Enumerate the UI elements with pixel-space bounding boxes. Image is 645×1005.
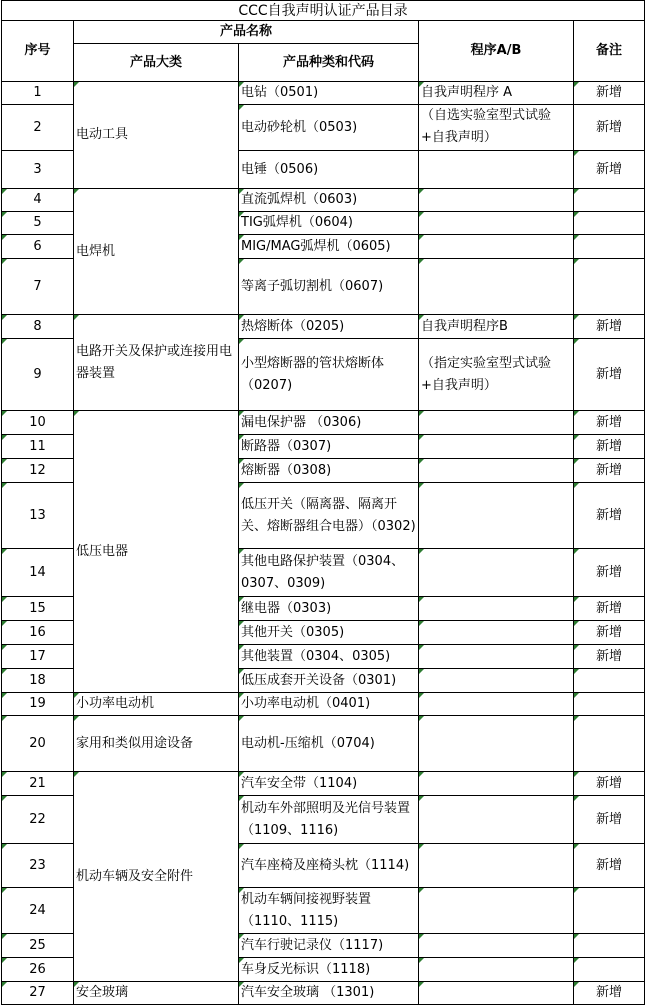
- procedure-cell-empty: [419, 716, 574, 772]
- type-cell: 断路器（0307): [239, 435, 419, 459]
- seq-cell: 3: [2, 151, 74, 189]
- remark-cell: 新增: [574, 411, 645, 435]
- seq-cell: 7: [2, 259, 74, 315]
- type-cell: 汽车行驶记录仪（1117): [239, 934, 419, 958]
- category-cell: 电动工具: [74, 82, 239, 189]
- type-cell: 漏电保护器 （0306): [239, 411, 419, 435]
- seq-cell: 20: [2, 716, 74, 772]
- table-row: [2, 693, 645, 716]
- seq-cell: 6: [2, 235, 74, 259]
- remark-cell: 新增: [574, 315, 645, 339]
- type-cell: 电锤（0506): [239, 151, 419, 189]
- remark-cell: [574, 189, 645, 212]
- seq-cell: 12: [2, 459, 74, 483]
- header-procedure: 程序A/B: [419, 21, 574, 82]
- seq-cell: 2: [2, 105, 74, 151]
- remark-cell: [574, 958, 645, 982]
- category-cell: 电焊机: [74, 189, 239, 315]
- procedure-cell-empty: [419, 844, 574, 888]
- table-row: [2, 315, 645, 339]
- procedure-cell-empty: [419, 597, 574, 621]
- seq-cell: 25: [2, 934, 74, 958]
- seq-cell: 27: [2, 982, 74, 1005]
- remark-cell: 新增: [574, 796, 645, 844]
- seq-cell: 4: [2, 189, 74, 212]
- seq-cell: 1: [2, 82, 74, 105]
- remark-cell: [574, 716, 645, 772]
- procedure-cell-empty: [419, 235, 574, 259]
- remark-cell: 新增: [574, 339, 645, 411]
- type-cell: 其他电路保护装置（0304、0307、0309): [239, 549, 419, 597]
- procedure-cell-empty: [419, 259, 574, 315]
- remark-cell: [574, 669, 645, 693]
- procedure-cell-empty: [419, 212, 574, 235]
- type-cell: 电动砂轮机（0503): [239, 105, 419, 151]
- seq-cell: 26: [2, 958, 74, 982]
- procedure-cell-empty: [419, 435, 574, 459]
- procedure-cell: 自我声明程序B: [419, 315, 574, 339]
- type-cell: 直流弧焊机（0603): [239, 189, 419, 212]
- remark-cell: 新增: [574, 844, 645, 888]
- remark-cell: 新增: [574, 459, 645, 483]
- procedure-cell: （自选实验室型式试验+自我声明）: [419, 105, 574, 151]
- header-product-name: 产品名称: [74, 21, 419, 44]
- table-row: [2, 411, 645, 435]
- procedure-cell-empty: [419, 151, 574, 189]
- procedure-cell-empty: [419, 888, 574, 934]
- seq-cell: 17: [2, 645, 74, 669]
- remark-cell: 新增: [574, 435, 645, 459]
- procedure-cell-empty: [419, 483, 574, 549]
- header-category: 产品大类: [74, 44, 239, 82]
- category-cell: 机动车辆及安全附件: [74, 772, 239, 982]
- seq-cell: 13: [2, 483, 74, 549]
- type-cell: 汽车安全带（1104): [239, 772, 419, 796]
- seq-cell: 8: [2, 315, 74, 339]
- type-cell: 低压开关（隔离器、隔离开关、熔断器组合电器）（0302): [239, 483, 419, 549]
- remark-cell: [574, 212, 645, 235]
- procedure-cell-empty: [419, 982, 574, 1005]
- type-cell: 低压成套开关设备（0301): [239, 669, 419, 693]
- remark-cell: 新增: [574, 772, 645, 796]
- type-cell: 机动车外部照明及光信号装置（1109、1116): [239, 796, 419, 844]
- type-cell: 小型熔断器的管状熔断体（0207): [239, 339, 419, 411]
- remark-cell: 新增: [574, 105, 645, 151]
- procedure-cell-empty: [419, 189, 574, 212]
- remark-cell: [574, 259, 645, 315]
- type-cell: 继电器（0303): [239, 597, 419, 621]
- type-cell: 机动车辆间接视野装置（1110、1115): [239, 888, 419, 934]
- type-cell: 电钻（0501): [239, 82, 419, 105]
- remark-cell: 新增: [574, 621, 645, 645]
- remark-cell: [574, 888, 645, 934]
- header-seq: 序号: [2, 21, 74, 82]
- type-cell: 等离子弧切割机（0607): [239, 259, 419, 315]
- remark-cell: 新增: [574, 982, 645, 1005]
- category-cell: 家用和类似用途设备: [74, 716, 239, 772]
- procedure-cell-empty: [419, 693, 574, 716]
- procedure-cell-empty: [419, 549, 574, 597]
- category-cell: 低压电器: [74, 411, 239, 693]
- table-row: [2, 716, 645, 772]
- category-cell: 小功率电动机: [74, 693, 239, 716]
- category-cell: 电路开关及保护或连接用电器装置: [74, 315, 239, 411]
- remark-cell: [574, 235, 645, 259]
- seq-cell: 9: [2, 339, 74, 411]
- table-row: [2, 982, 645, 1005]
- ccc-catalog-table: [1, 0, 645, 1005]
- remark-cell: 新增: [574, 549, 645, 597]
- seq-cell: 11: [2, 435, 74, 459]
- type-cell: 车身反光标识（1118): [239, 958, 419, 982]
- remark-cell: [574, 934, 645, 958]
- remark-cell: 新增: [574, 82, 645, 105]
- seq-cell: 19: [2, 693, 74, 716]
- seq-cell: 22: [2, 796, 74, 844]
- seq-cell: 14: [2, 549, 74, 597]
- procedure-cell-empty: [419, 669, 574, 693]
- remark-cell: [574, 693, 645, 716]
- remark-cell: 新增: [574, 483, 645, 549]
- seq-cell: 15: [2, 597, 74, 621]
- seq-cell: 16: [2, 621, 74, 645]
- category-cell: 安全玻璃: [74, 982, 239, 1005]
- procedure-cell-empty: [419, 934, 574, 958]
- procedure-cell: （指定实验室型式试验+自我声明）: [419, 339, 574, 411]
- header-type-code: 产品种类和代码: [239, 44, 419, 82]
- table-row: [2, 82, 645, 105]
- procedure-cell-empty: [419, 645, 574, 669]
- type-cell: 小功率电动机（0401): [239, 693, 419, 716]
- seq-cell: 21: [2, 772, 74, 796]
- table-title: CCC自我声明认证产品目录: [2, 1, 645, 21]
- seq-cell: 10: [2, 411, 74, 435]
- procedure-cell-empty: [419, 411, 574, 435]
- remark-cell: 新增: [574, 645, 645, 669]
- procedure-cell-empty: [419, 772, 574, 796]
- seq-cell: 23: [2, 844, 74, 888]
- procedure-cell-empty: [419, 459, 574, 483]
- type-cell: 熔断器（0308): [239, 459, 419, 483]
- type-cell: 其他开关（0305): [239, 621, 419, 645]
- table-row: [2, 189, 645, 212]
- type-cell: 热熔断体（0205): [239, 315, 419, 339]
- type-cell: 汽车座椅及座椅头枕（1114): [239, 844, 419, 888]
- seq-cell: 18: [2, 669, 74, 693]
- seq-cell: 24: [2, 888, 74, 934]
- type-cell: 汽车安全玻璃 （1301): [239, 982, 419, 1005]
- type-cell: 电动机-压缩机（0704): [239, 716, 419, 772]
- remark-cell: 新增: [574, 151, 645, 189]
- remark-cell: 新增: [574, 597, 645, 621]
- seq-cell: 5: [2, 212, 74, 235]
- procedure-cell-empty: [419, 796, 574, 844]
- type-cell: MIG/MAG弧焊机（0605): [239, 235, 419, 259]
- type-cell: TIG弧焊机（0604): [239, 212, 419, 235]
- procedure-cell: 自我声明程序 A: [419, 82, 574, 105]
- type-cell: 其他装置（0304、0305): [239, 645, 419, 669]
- procedure-cell-empty: [419, 958, 574, 982]
- procedure-cell-empty: [419, 621, 574, 645]
- header-remark: 备注: [574, 21, 645, 82]
- table-row: [2, 772, 645, 796]
